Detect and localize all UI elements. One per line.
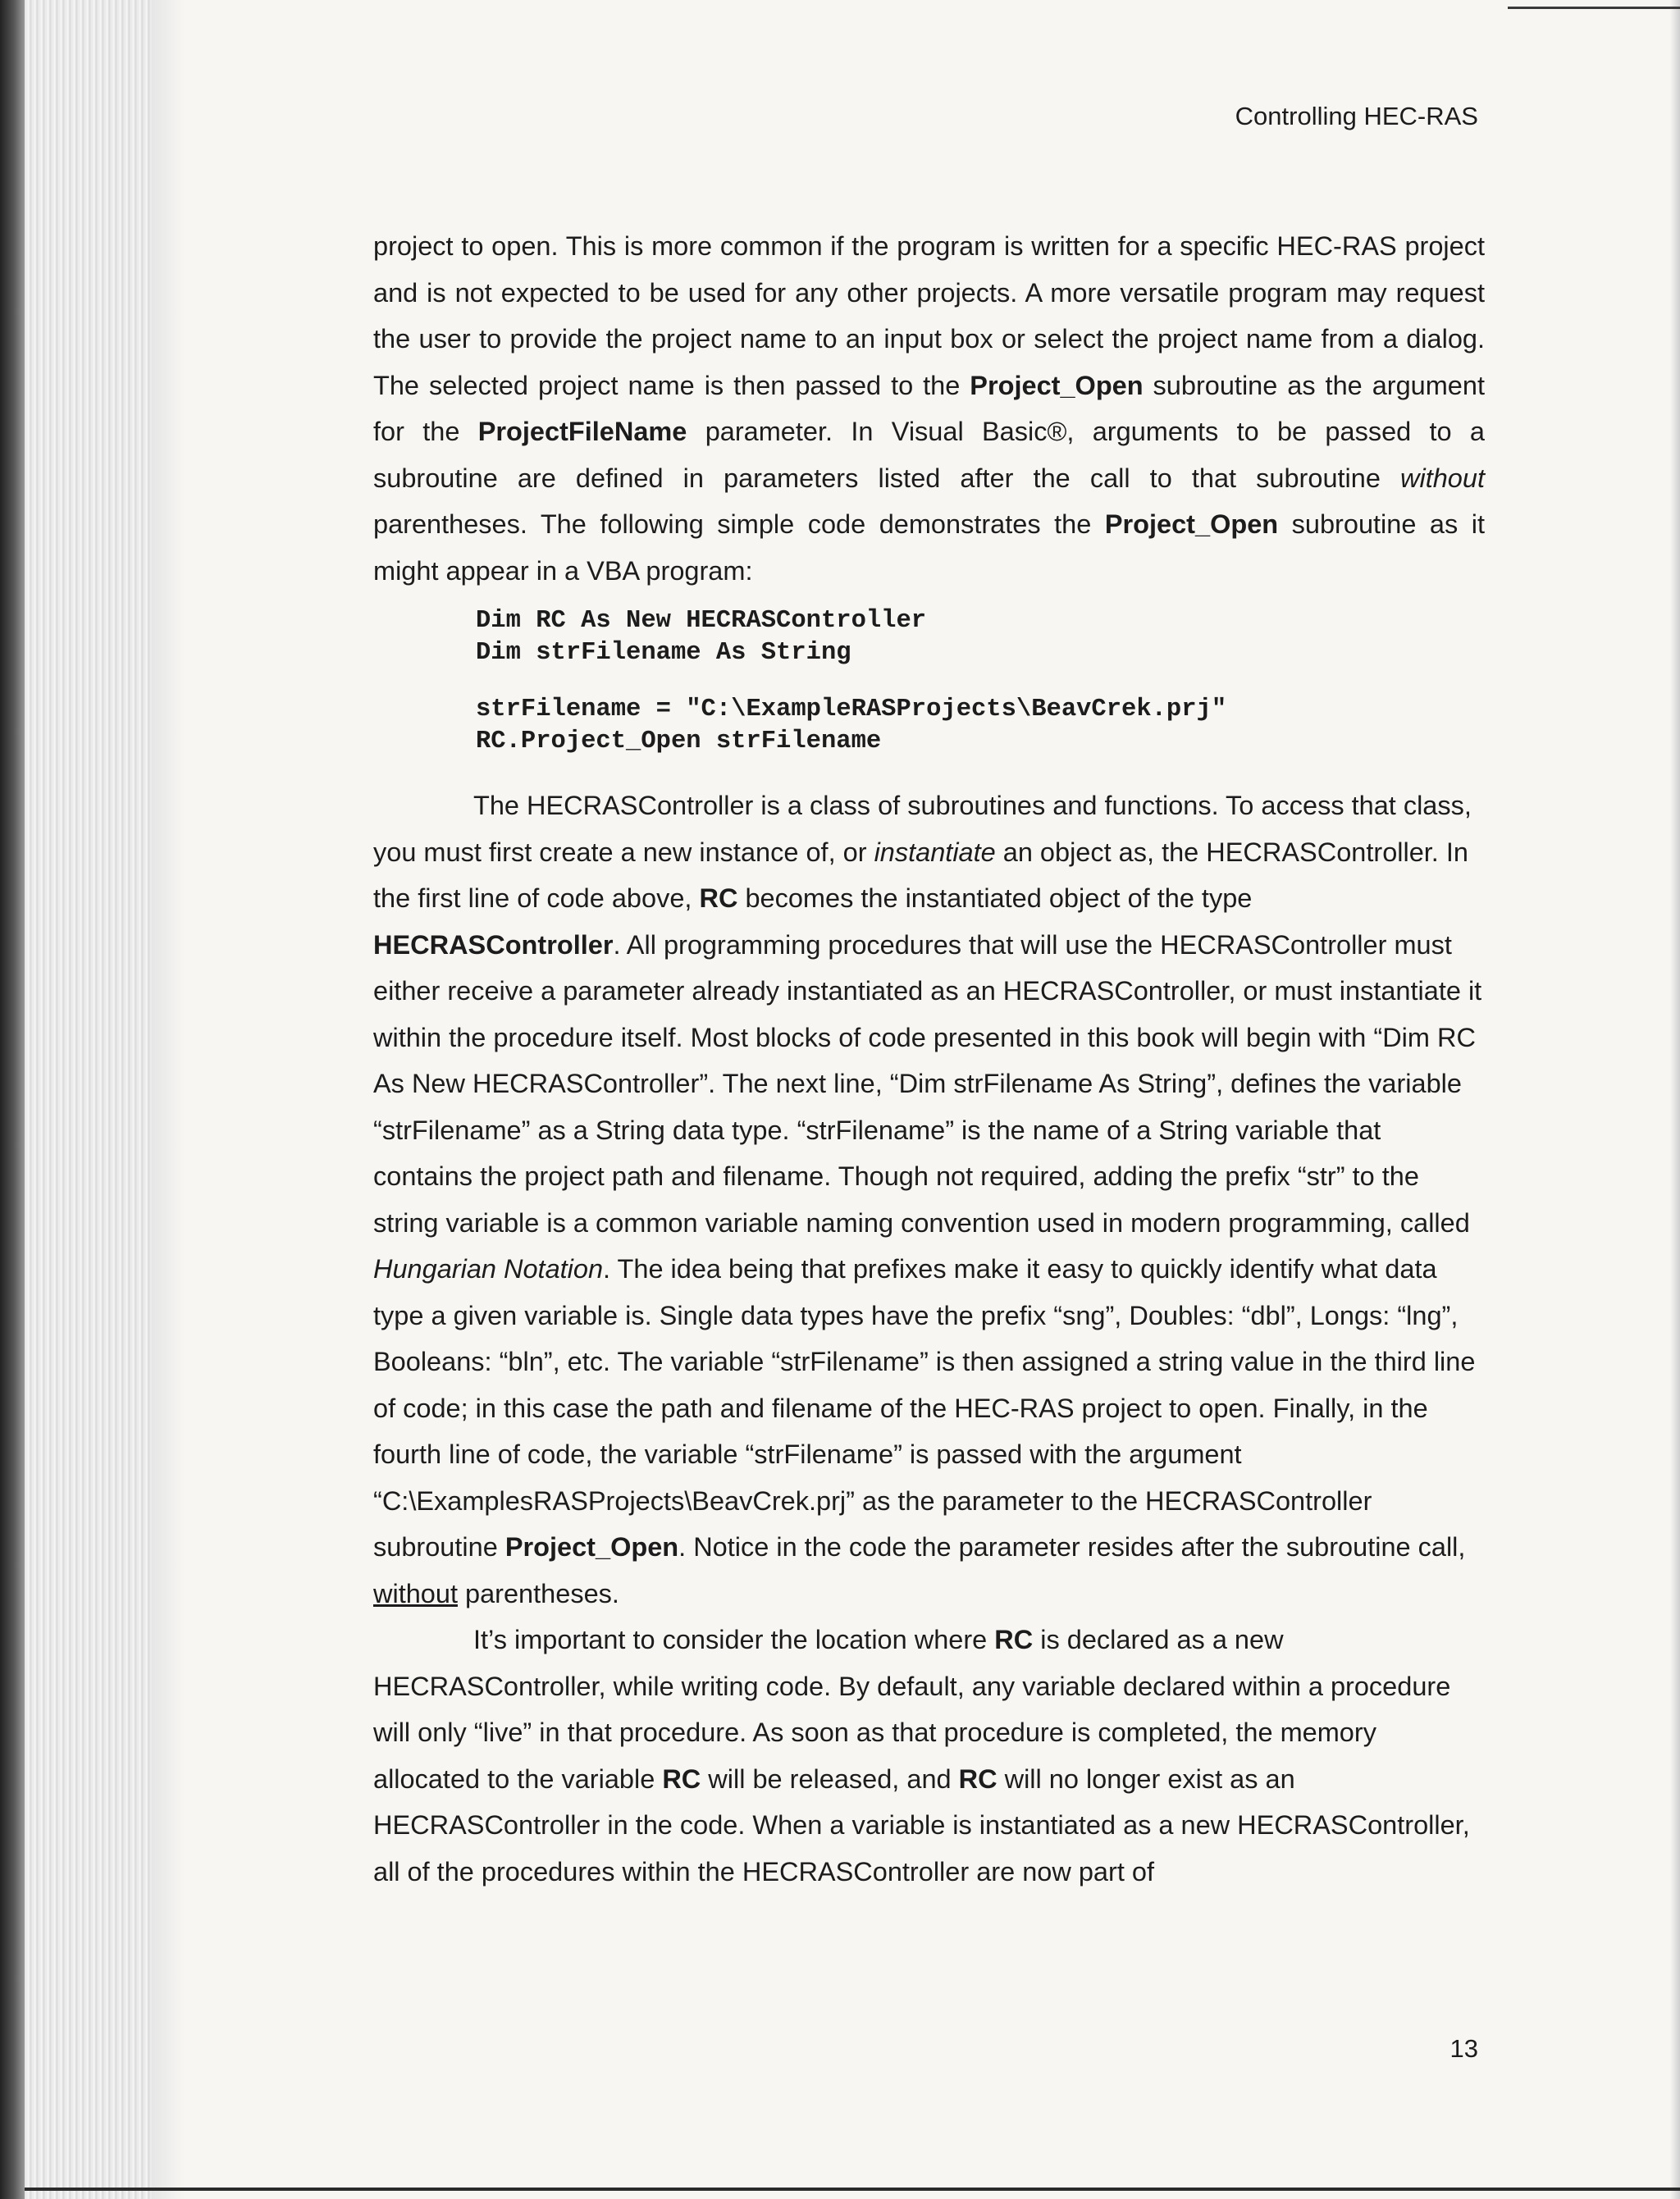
italic-term: without [1400, 463, 1485, 493]
page-body [373, 223, 1485, 1895]
text-run: . All programming procedures that will use the HECRASController must either receive a parameter already instantiated as an HECRASController, or must instantiate it within the procedure itself. Most blocks of code presented in this book will begin with “Dim RC As New HECRASController”. The next line, “Dim strFilename As String”, defines the variable “strFilename” as a String data type. “strFilename” is the name of a String variable that contains the project path and filename. Though not required, adding the prefix “str” to the string variable is a common variable naming convention used in modern programming, called [373, 929, 1482, 1238]
code-line-3: strFilename = "C:\ExampleRASProjects\BeavCrek.prj" [476, 696, 1227, 723]
text-run: will be released, and [701, 1763, 959, 1794]
page-right-edge [1670, 0, 1680, 2199]
page-number: 13 [1449, 2034, 1478, 2063]
text-run: is declared as a new HECRASController, while writing code. By default, any variable declared within a procedure will only “live” in that procedure. As soon as that procedure is completed, the memory allocated to the variable [373, 1625, 1451, 1794]
text-run: . The idea being that prefixes make it easy to quickly identify what data type a given variable is. Single data types have the prefix “sng”, Doubles: “dbl”, Longs: “lng”, Booleans: “bln”, etc. The variable “strFilename” is then assigned a string value in the third line of code; in this case the path and filename of the HEC-RAS project to open. Finally, in the fourth line of code, the variable “strFilename” is passed with the argument “C:\ExamplesRASProjects\BeavCrek.prj” as the parameter to the HECRASController subroutine [373, 1254, 1476, 1562]
text-run: subroutine as it might appear in a VBA program: [373, 509, 1486, 586]
code-line-1: Dim RC As New HECRASController [476, 607, 927, 635]
bold-term: RC [994, 1625, 1034, 1654]
text-run: parameter. In Visual Basic®, arguments to be passed to a subroutine are defined in parameters listed after the call to that subroutine [373, 417, 1485, 493]
text-run: The HECRASController is a class of subroutines and functions. To access that class, you must first create a new instance of, or [373, 791, 1472, 867]
code-block [476, 605, 1485, 758]
text-run: becomes the instantiated object of the type [737, 883, 1253, 913]
bold-term: Project_Open [970, 370, 1144, 400]
paragraph-rc-declaration [373, 1617, 1485, 1895]
text-run: . Notice in the code the parameter resides after the subroutine call, [678, 1532, 1466, 1562]
bold-term: HECRASController [373, 929, 614, 960]
text-run: subroutine as the argument for the [373, 370, 1485, 446]
italic-term: Hungarian Notation [373, 1254, 604, 1284]
underlined-term: without [373, 1578, 458, 1608]
code-line-4: RC.Project_Open strFilename [476, 728, 882, 755]
text-run: parentheses. The following simple code demonstrates the [373, 509, 1105, 539]
code-gap [476, 669, 1485, 694]
code-line-2: Dim strFilename As String [476, 639, 851, 667]
text-run: It’s important to consider the location where [473, 1625, 995, 1654]
bold-term: Project_Open [1104, 509, 1279, 539]
paragraph-hecrascontroller-class [373, 782, 1485, 1617]
bold-term: ProjectFileName [477, 417, 687, 446]
italic-term: instantiate [874, 837, 996, 867]
bold-term: RC [662, 1763, 701, 1794]
page-binding-fade [152, 0, 185, 2199]
bold-term: RC [699, 883, 738, 913]
page-top-edge-line [1508, 7, 1680, 9]
page-bottom-edge-line [25, 2188, 1680, 2191]
paragraph-intro [373, 223, 1485, 594]
bold-term: RC [958, 1763, 998, 1794]
text-run: project to open. This is more common if the program is written for a specific HEC-RAS project and is not expected to be used for any other projects. A more versatile program may request the user to provide the project name to an input box or select the project name from a dialog. The selected project name is then passed to the [373, 231, 1485, 400]
bold-term: Project_Open [504, 1532, 679, 1562]
page-binding-edge [0, 0, 25, 2199]
text-run: an object as, the HECRASController. In the first line of code above, [373, 837, 1468, 913]
running-header: Controlling HEC-RAS [1235, 102, 1478, 130]
text-run: parentheses. [457, 1578, 619, 1608]
text-run: will no longer exist as an HECRASController in the code. When a variable is instantiated as a new HECRASController, all of the procedures within the HECRASController are now part of [373, 1763, 1470, 1886]
